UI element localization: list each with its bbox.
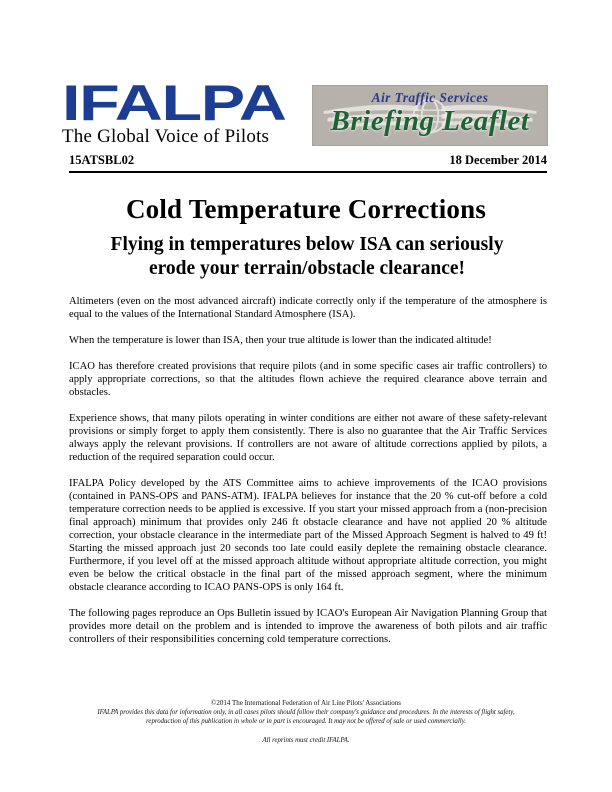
docref-code: 15ATSBL02	[69, 153, 135, 167]
badge-title: Briefing Leaflet	[330, 105, 530, 137]
docref-row	[69, 153, 547, 173]
ifalpa-tagline: The Global Voice of Pilots	[62, 126, 270, 147]
body-paragraph: Experience shows, that many pilots operating in winter conditions are either not aware of these safety-relevant provisions or simply forget to apply them consistently. There is also no guarantee that the Air Traffic Services always apply the relevant provisions. If controllers are not aware of altitude corrections applied by pilots, a reduction of the required separation could occur.	[69, 413, 547, 463]
body-paragraph: ICAO has therefore created provisions that require pilots (and in some specific cases air traffic controllers) to apply appropriate corrections, so that the altitudes flown achieve the required clearance above terrain and obstacles.	[69, 361, 547, 398]
disclaimer-line-1: IFALPA provides this data for information only, in all cases pilots should follow their company's guidance and procedures. In the interests of flight safety,	[97, 709, 515, 716]
subtitle-line-2: erode your terrain/obstacle clearance!	[148, 257, 466, 279]
badge-service-line: Air Traffic Services	[371, 90, 489, 105]
footer	[0, 699, 612, 745]
page-subtitle	[68, 233, 546, 280]
body-text	[69, 295, 547, 659]
credit-line: All reprints must credit IFALPA.	[262, 737, 350, 744]
body-paragraph: IFALPA Policy developed by the ATS Committee aims to achieve improvements of the ICAO provisions (contained in PANS-OPS and PANS-ATM). IFALPA believes for instance that the 20 % cut-off before a cold temperature correction needs to be applied is excessive. If you start your missed approach from a (non-precision final approach) minimum that provides only 246 ft obstacle clearance and have not applied 20 % altitude correction, your obstacle clearance in the intermediate part of the Missed Approach Segment is halved to 49 ft! Starting the missed approach just 20 seconds too late could easily deplete the remaining obstacle clearance. Furthermore, if you level off at the missed approach altitude without appropriate altitude correction, you might even be below the critical obstacle in the final part of the missed approach segment, where the minimum obstacle clearance according to ICAO PANS-OPS is only 164 ft.	[69, 478, 547, 593]
page-title: Cold Temperature Corrections	[125, 194, 487, 224]
disclaimer-line-2: reproduction of this publication in whole or in part is encouraged. It may not be offered of sale or used commercially.	[146, 718, 466, 725]
body-paragraph: Altimeters (even on the most advanced aircraft) indicate correctly only if the temperature of the atmosphere is equal to the values of the International Standard Atmosphere (ISA).	[69, 296, 547, 320]
ifalpa-wordmark: IFALPA	[62, 75, 286, 131]
copyright-line: ©2014 The International Federation of Air Line Pilots' Associations	[211, 699, 401, 707]
subtitle-line-1: Flying in temperatures below ISA can seriously	[110, 234, 504, 255]
body-paragraph: The following pages reproduce an Ops Bulletin issued by ICAO's European Air Navigation Planning Group that provides more detail on the problem and is intended to improve the awareness of both pilots and air traffic controllers of their responsibilities concerning cold temperature corrections.	[69, 608, 547, 645]
docref-date: 18 December 2014	[449, 153, 547, 167]
ifalpa-logo	[62, 75, 304, 147]
ats-briefing-badge	[312, 85, 548, 146]
body-paragraph: When the temperature is lower than ISA, then your true altitude is lower than the indicated altitude!	[69, 335, 492, 346]
